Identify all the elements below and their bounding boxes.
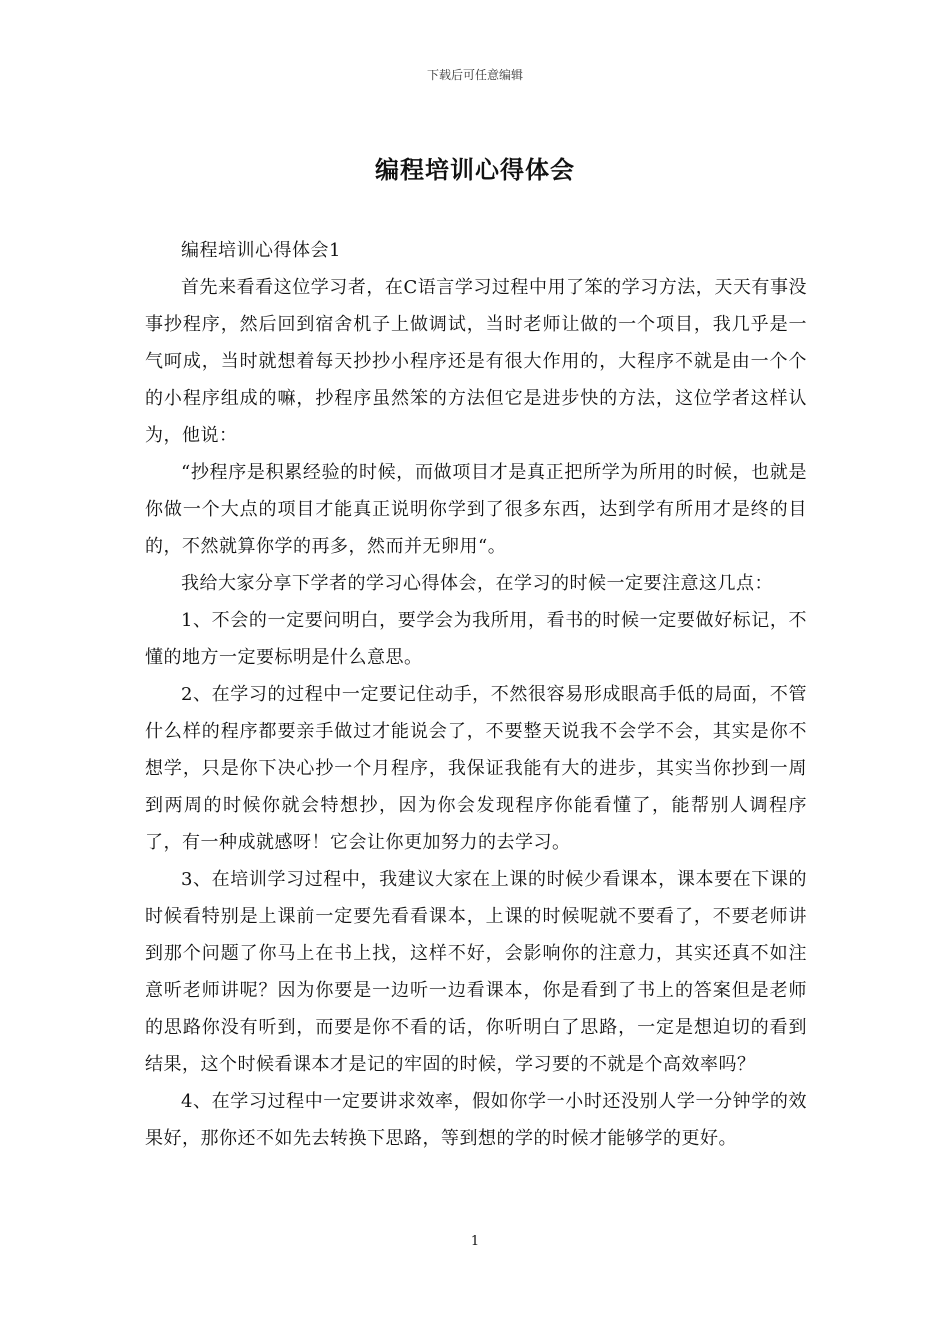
page-number: 1 [470,1234,480,1249]
header-note: 下载后可任意编辑 [426,68,523,82]
list-item-4: 4、在学习过程中一定要讲求效率，假如你学一小时还没别人学一分钟学的效果好，那你还不如先去转换下思路，等到想的学的时候才能够学的更好。 [145,1091,807,1149]
paragraph-subtitle: 编程培训心得体会1 [181,240,341,261]
document-body [145,232,807,1157]
document-title: 编程培训心得体会 [375,155,575,184]
list-item-2: 2、在学习的过程中一定要记住动手，不然很容易形成眼高手低的局面，不管什么样的程序都要亲手做过才能说会了，不要整天说我不会学不会，其实是你不想学，只是你下决心抄一个月程序，我保证我能有大的进步，其实当你抄到一周到两周的时候你就会特想抄，因为你会发现程序你能看懂了，能帮别人调程序了，有一种成就感呀！它会让你更加努力的去学习。 [145,684,807,853]
list-item-1: 1、不会的一定要问明白，要学会为我所用，看书的时候一定要做好标记，不懂的地方一定要标明是什么意思。 [145,610,807,668]
list-item-3: 3、在培训学习过程中，我建议大家在上课的时候少看课本，课本要在下课的时候看特别是上课前一定要先看看课本，上课的时候呢就不要看了，不要老师讲到那个问题了你马上在书上找，这样不好，会影响你的注意力，其实还真不如注意听老师讲呢？因为你要是一边听一边看课本，你是看到了书上的答案但是老师的思路你没有听到，而要是你不看的话，你听明白了思路，一定是想迫切的看到结果，这个时候看课本才是记的牢固的时候，学习要的不就是个高效率吗？ [145,869,807,1075]
paragraph: 我给大家分享下学者的学习心得体会，在学习的时候一定要注意这几点： [181,573,773,594]
paragraph-quote: “抄程序是积累经验的时候，而做项目才是真正把所学为所用的时候，也就是你做一个大点的项目才能真正说明你学到了很多东西，达到学有所用才是终的目的，不然就算你学的再多，然而并无卵用“。 [145,462,807,557]
paragraph: 首先来看看这位学习者，在C语言学习过程中用了笨的学习方法，天天有事没事抄程序，然后回到宿舍机子上做调试，当时老师让做的一个项目，我几乎是一气呵成，当时就想着每天抄抄小程序还是有很大作用的，大程序不就是由一个个的小程序组成的嘛，抄程序虽然笨的方法但它是进步快的方法，这位学者这样认为，他说： [145,277,807,446]
